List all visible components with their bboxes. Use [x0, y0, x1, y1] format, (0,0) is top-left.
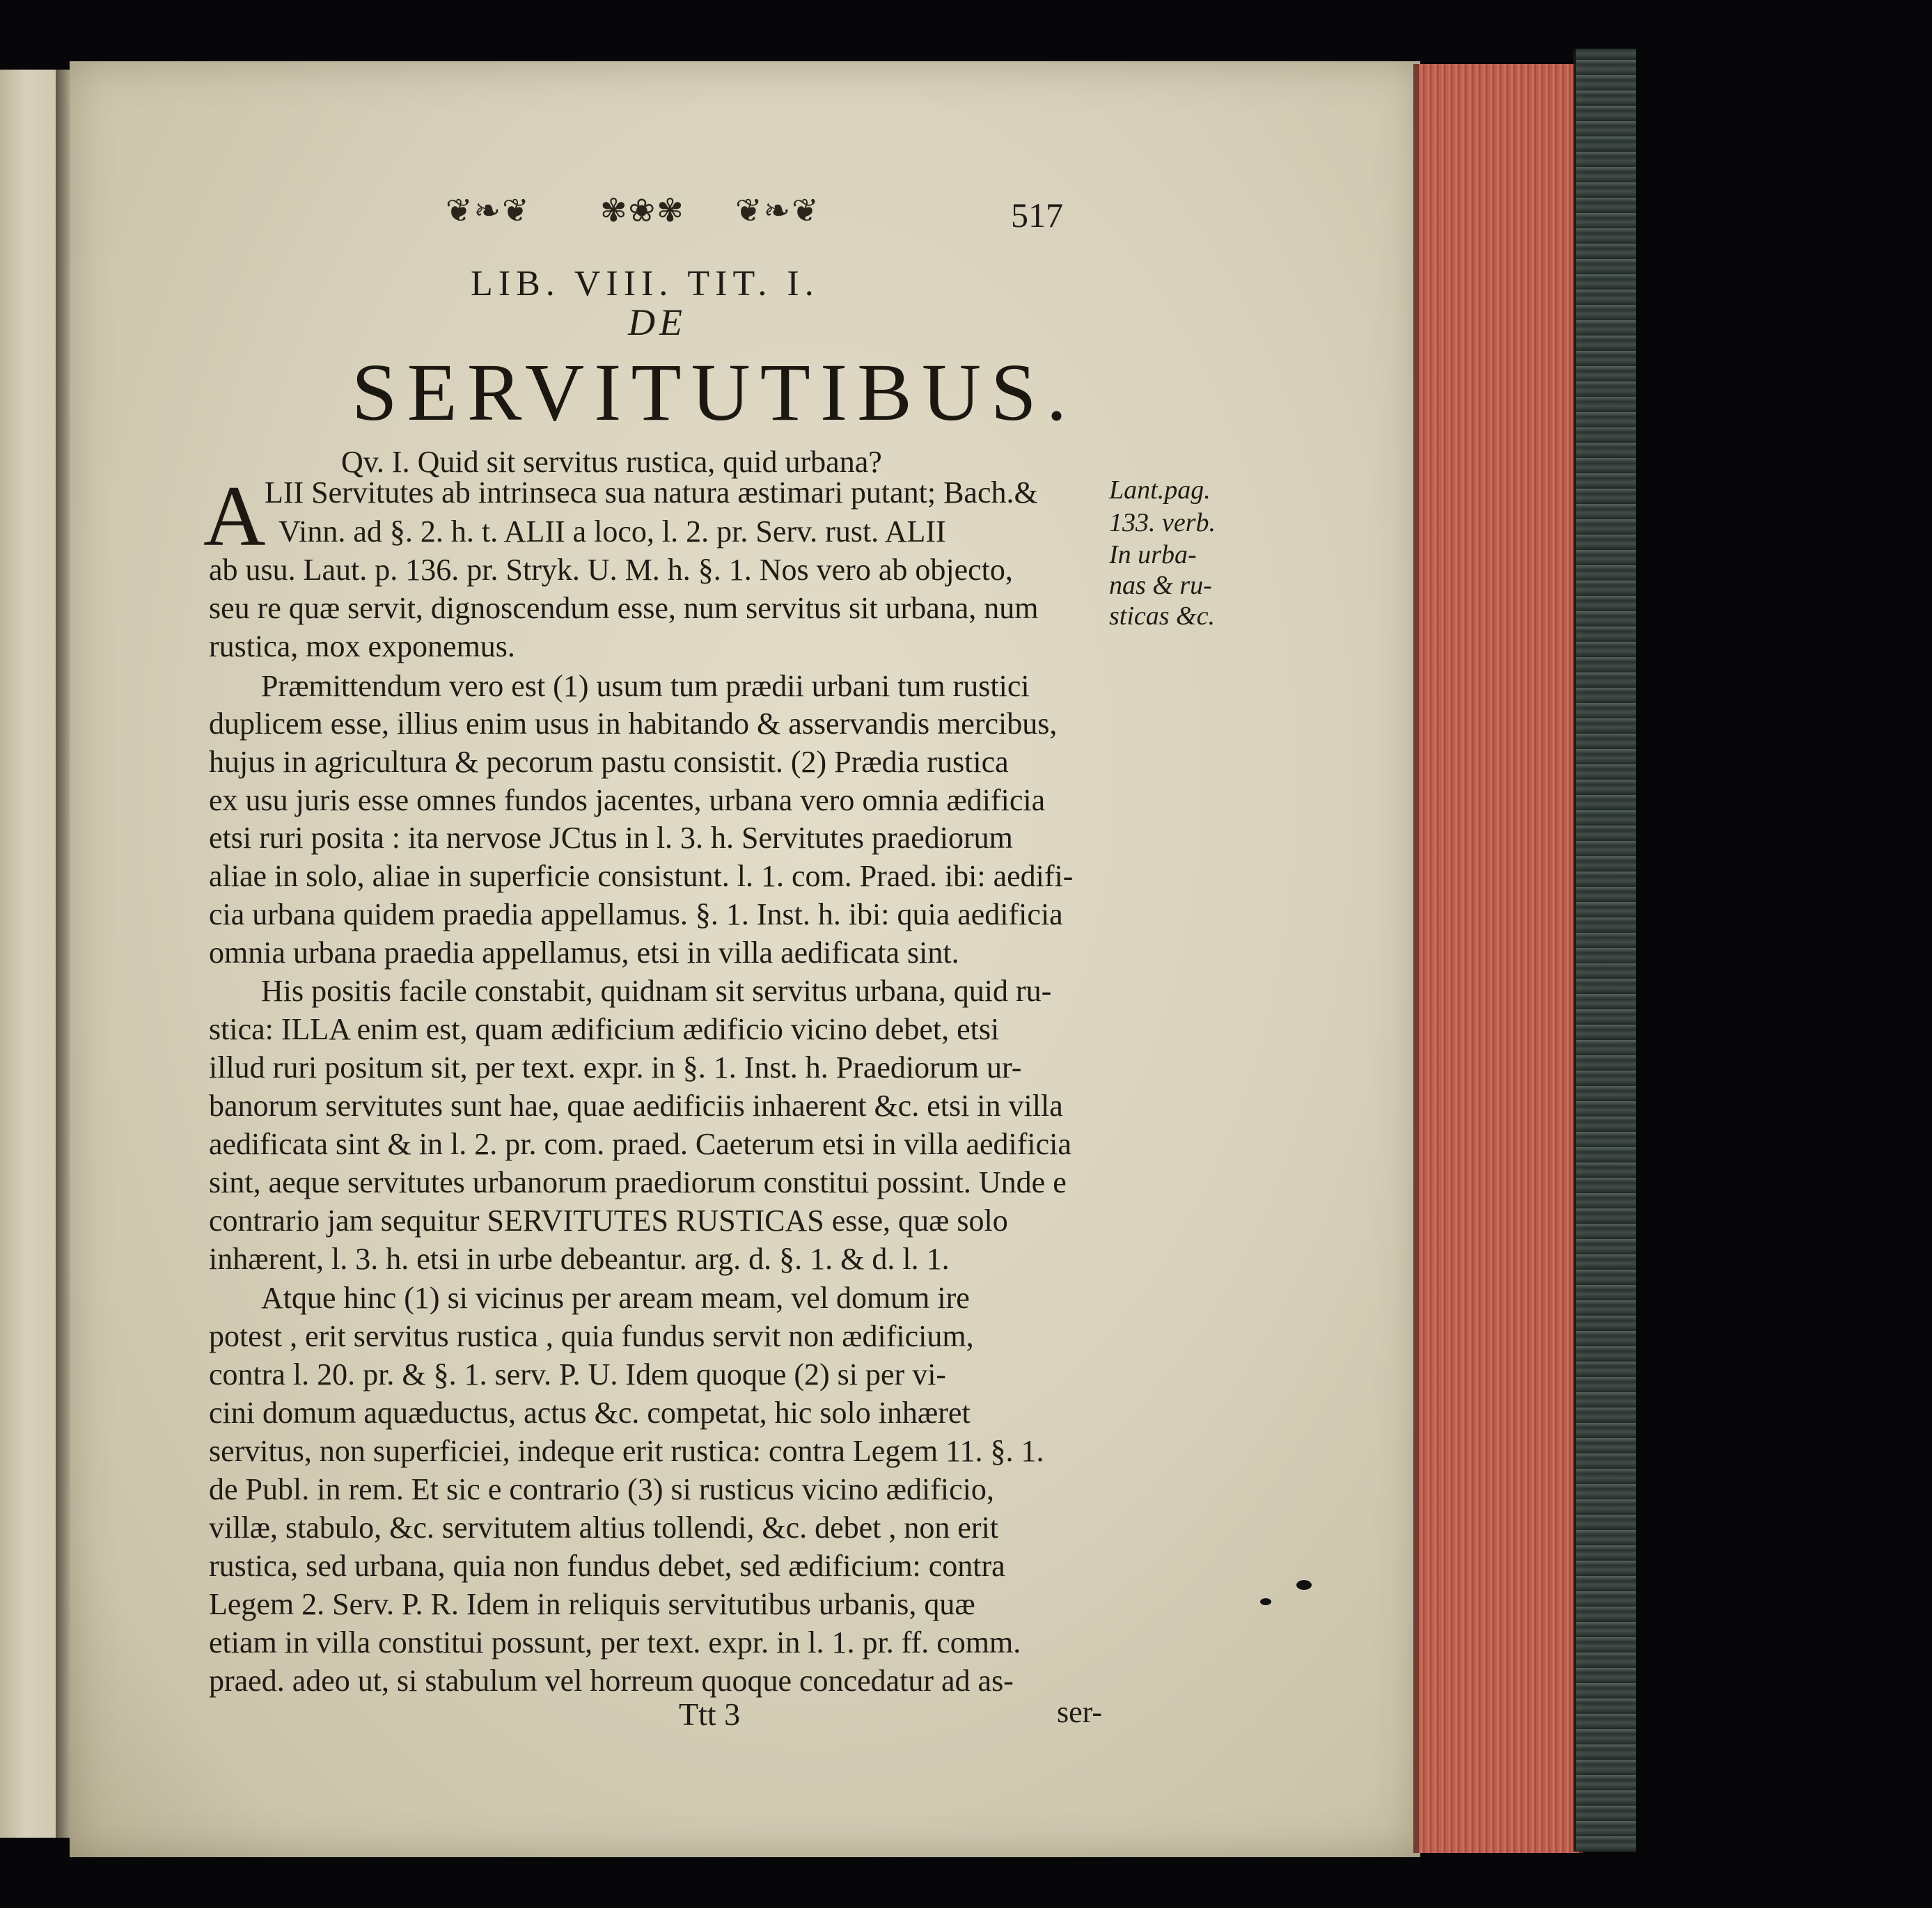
text-line: duplicem esse, illius enim usus in habitando & asservandis mercibus, — [209, 707, 1058, 741]
text-line: etiam in villa constitui possunt, per text. expr. in l. 1. pr. ff. comm. — [209, 1625, 1021, 1659]
text-line: Atque hinc (1) si vicinus per aream meam, vel domum ire — [261, 1281, 970, 1315]
ink-spot — [1296, 1580, 1312, 1590]
text-line: banorum servitutes sunt hae, quae aedificiis inhaerent &c. etsi in villa — [209, 1089, 1063, 1123]
text-line: contrario jam sequitur SERVITUTES RUSTICAS esse, quæ solo — [209, 1204, 1008, 1238]
text-line: ab usu. Laut. p. 136. pr. Stryk. U. M. h. §. 1. Nos vero ab objecto, — [209, 553, 1013, 587]
text-line: Legem 2. Serv. P. R. Idem in reliquis servitutibus urbanis, quæ — [209, 1587, 975, 1621]
page-number: 517 — [1011, 196, 1063, 235]
margin-note-line: sticas &c. — [1109, 601, 1215, 631]
margin-note-line: Lant.pag. — [1109, 475, 1211, 505]
text-line: LII Servitutes ab intrinseca sua natura æstimari putant; Bach.& — [265, 475, 1038, 510]
title-prefix: DE — [628, 301, 686, 343]
header-ornaments — [446, 191, 1107, 233]
text-line: de Publ. in rem. Et sic e contrario (3) si rusticus vicino ædificio, — [209, 1472, 994, 1506]
text-line: Præmittendum vero est (1) usum tum prædii urbani tum rustici — [261, 669, 1030, 703]
text-line: aedificata sint & in l. 2. pr. com. praed. Caeterum etsi in villa aedificia — [209, 1127, 1071, 1161]
text-line: hujus in agricultura & pecorum pastu consistit. (2) Prædia rustica — [209, 745, 1009, 779]
text-line: stica: ILLA enim est, quam ædificium ædificio vicino debet, etsi — [209, 1012, 1000, 1046]
text-line: illud ruri positum sit, per text. expr. in §. 1. Inst. h. Praediorum ur- — [209, 1050, 1022, 1085]
text-line: rustica, mox exponemus. — [209, 629, 515, 663]
margin-note-line: 133. verb. — [1109, 508, 1216, 537]
ornament-center: ✾❀✾ — [600, 191, 685, 229]
text-line: omnia urbana praedia appellamus, etsi in villa aedificata sint. — [209, 936, 959, 970]
margin-note-line: nas & ru- — [1109, 571, 1212, 600]
text-line: contra l. 20. pr. & §. 1. serv. P. U. Idem quoque (2) si per vi- — [209, 1357, 947, 1391]
book-cover-edge — [1573, 49, 1636, 1852]
ink-spot — [1260, 1598, 1271, 1605]
text-line: cia urbana quidem praedia appellamus. §. 1. Inst. h. ibi: quia aedificia — [209, 897, 1063, 931]
text-line: inhærent, l. 3. h. etsi in urbe debeantur. arg. d. §. 1. & d. l. 1. — [209, 1242, 950, 1276]
text-line: Vinn. ad §. 2. h. t. ALII a loco, l. 2. pr. Serv. rust. ALII — [278, 514, 946, 549]
catchword: ser- — [1057, 1695, 1103, 1729]
margin-note-line: In urba- — [1109, 540, 1197, 569]
text-line: aliae in solo, aliae in superficie consistunt. l. 1. com. Praed. ibi: aedifi- — [209, 859, 1074, 893]
book-title-subheading: LIB. VIII. TIT. I. — [471, 264, 819, 303]
red-page-edges — [1413, 64, 1583, 1853]
text-line: seu re quæ servit, dignoscendum esse, num servitus sit urbana, num — [209, 591, 1039, 625]
page-title: SERVITUTIBUS. — [352, 347, 1077, 438]
text-line: etsi ruri posita : ita nervose JCtus in l. 3. h. Servitutes praediorum — [209, 821, 1013, 855]
text-line: praed. adeo ut, si stabulum vel horreum quoque concedatur ad as- — [209, 1664, 1014, 1698]
text-line: rustica, sed urbana, quia non fundus debet, sed ædificium: contra — [209, 1549, 1005, 1583]
drop-cap: A — [203, 468, 266, 564]
text-line: villæ, stabulo, &c. servitutem altius tollendi, &c. debet , non erit — [209, 1511, 999, 1545]
text-line: sint, aeque servitutes urbanorum praediorum constitui possint. Unde e — [209, 1165, 1067, 1199]
text-line: potest , erit servitus rustica , quia fundus servit non ædificium, — [209, 1319, 974, 1353]
text-line: His positis facile constabit, quidnam sit servitus urbana, quid ru- — [261, 974, 1052, 1008]
text-line: ex usu juris esse omnes fundos jacentes, urbana vero omnia ædificia — [209, 783, 1046, 817]
text-line: cini domum aquæductus, actus &c. competat, hic solo inhæret — [209, 1396, 971, 1430]
text-line: servitus, non superficiei, indeque erit rustica: contra Legem 11. §. 1. — [209, 1434, 1044, 1468]
signature-mark: Ttt 3 — [679, 1696, 741, 1732]
ornament-right: ❦❧❦ — [735, 191, 820, 229]
question-heading: Qv. I. Quid sit servitus rustica, quid urbana? — [341, 445, 882, 479]
ornament-left: ❦❧❦ — [446, 191, 531, 229]
